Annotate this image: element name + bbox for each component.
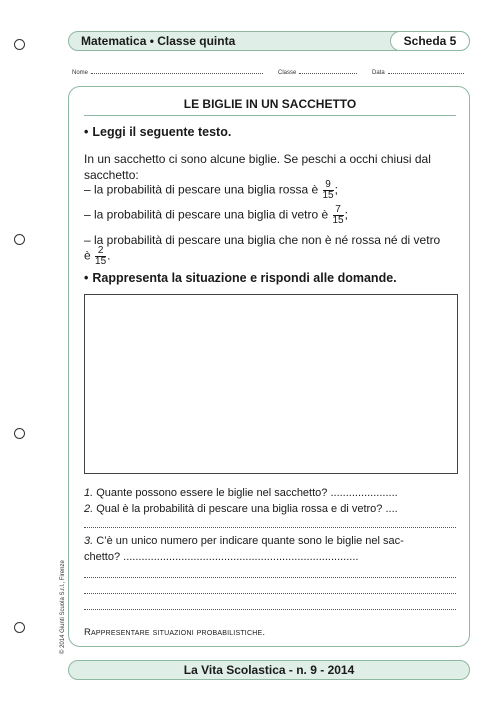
section-represent-label: Rappresenta la situazione e rispondi alle domande. (92, 271, 397, 285)
fraction-red-numerator: 9 (323, 180, 334, 191)
probability-glass-text: – la probabilità di pescare una biglia di vetro è (84, 207, 329, 222)
header-bar (68, 31, 470, 51)
fraction-glass-numerator: 7 (333, 205, 344, 216)
answer-line-3b[interactable] (84, 593, 456, 594)
question-3-number: 3. (84, 535, 94, 547)
classe-field[interactable] (278, 68, 357, 76)
scheda-label: Scheda 5 (390, 31, 470, 51)
fraction-other (95, 246, 106, 267)
semicolon-1: ; (334, 182, 338, 197)
question-3 (84, 535, 404, 547)
probability-other-line-2 (84, 246, 464, 267)
question-2-text: Qual è la probabilità di pescare una biglia rossa e di vetro? .... (96, 503, 398, 515)
question-2-number: 2. (84, 503, 94, 515)
question-1 (84, 487, 398, 499)
binder-hole-3 (14, 428, 25, 439)
binder-hole-4 (14, 622, 25, 633)
worksheet-title: LE BIGLIE IN UN SACCHETTO (183, 97, 357, 111)
semicolon-2: ; (344, 207, 348, 222)
question-3-text: C’è un unico numero per indicare quante sono le biglie nel sac- (96, 535, 404, 547)
fraction-red-denominator: 15 (322, 190, 334, 201)
footer-bar: La Vita Scolastica - n. 9 - 2014 (68, 660, 470, 680)
nome-label: Nome (72, 70, 89, 76)
binder-hole-1 (14, 39, 25, 50)
probability-glass-line (84, 205, 464, 226)
bullet-icon: • (84, 125, 89, 139)
question-2 (84, 503, 398, 515)
bullet-icon: • (84, 271, 89, 285)
learning-objective: Rappresentare situazioni probabilistiche. (84, 627, 266, 638)
question-1-text: Quante possono essere le biglie nel sacchetto? ...................... (96, 487, 398, 499)
question-3-continued: chetto? ............................................................................. (84, 551, 359, 563)
answer-line-3c[interactable] (84, 609, 456, 610)
nome-field[interactable] (72, 68, 263, 76)
answer-line-3a[interactable] (84, 577, 456, 578)
copyright-note: © 2014 Giunti Scuola S.r.l., Firenze (60, 560, 66, 654)
data-field[interactable] (372, 68, 464, 76)
fraction-other-denominator: 15 (95, 256, 107, 267)
fraction-other-numerator: 2 (95, 246, 106, 257)
fraction-red (323, 180, 334, 201)
fraction-glass-denominator: 15 (332, 215, 344, 226)
question-1-number: 1. (84, 487, 94, 499)
intro-text: In un sacchetto ci sono alcune biglie. Se peschi a occhi chiusi dal sacchetto: (84, 152, 431, 182)
probability-red-text: – la probabilità di pescare una biglia rossa è (84, 182, 319, 197)
section-represent (84, 271, 397, 285)
drawing-answer-box[interactable] (84, 294, 458, 474)
probability-other-line: – la probabilità di pescare una biglia che non è né rossa né di vetro (84, 233, 441, 247)
probability-other-text: è (84, 248, 91, 263)
header-title: Matematica • Classe quinta (81, 34, 236, 48)
probability-red-line (84, 180, 464, 201)
data-label: Data (372, 70, 385, 76)
answer-line-2[interactable] (84, 527, 456, 528)
binder-hole-2 (14, 234, 25, 245)
classe-label: Classe (278, 70, 297, 76)
fraction-glass (333, 205, 344, 226)
section-read (84, 125, 231, 139)
title-divider (84, 115, 456, 116)
section-read-label: Leggi il seguente testo. (92, 125, 232, 139)
period: . (107, 248, 111, 263)
